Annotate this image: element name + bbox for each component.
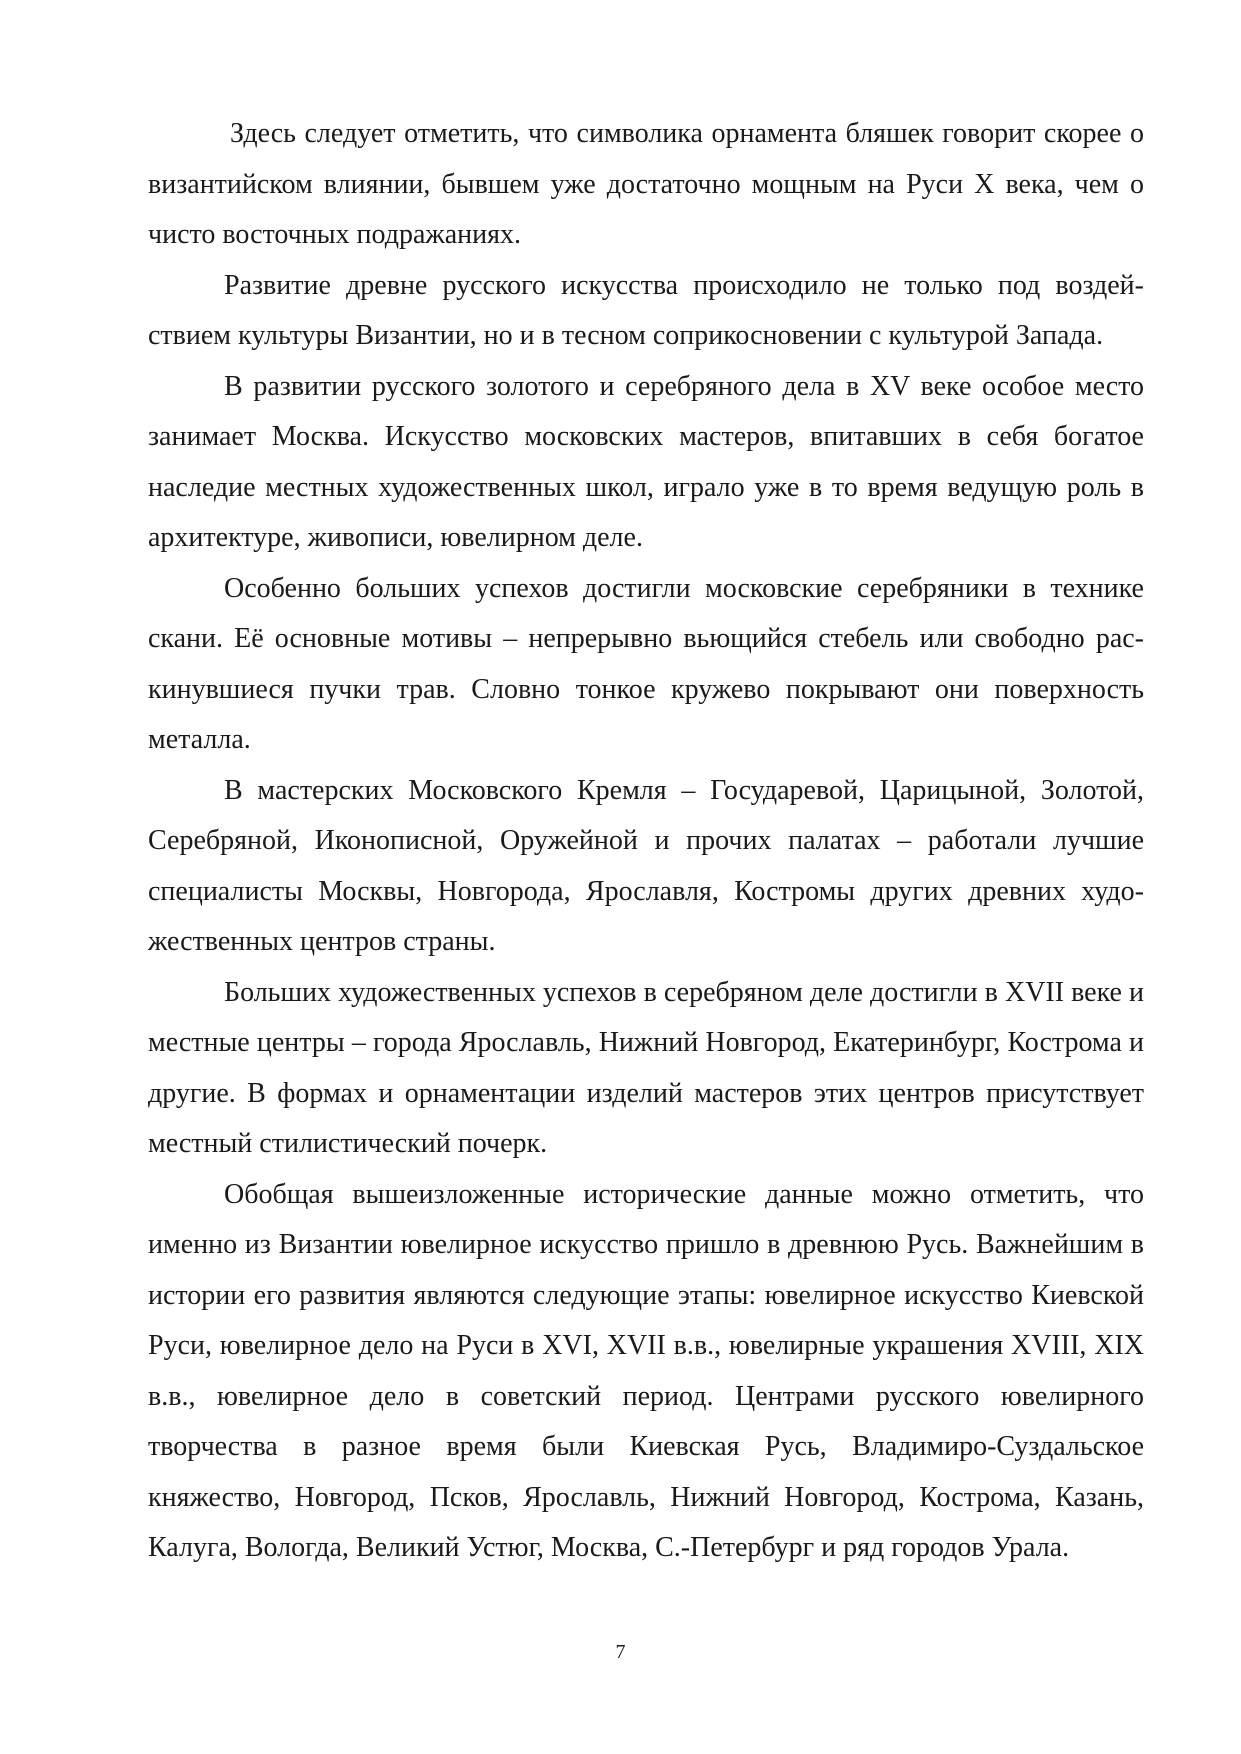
- paragraph-4: Особенно больших успехов достигли московские серебряники в технике скани. Её основные мотивы – непрерывно вьющийся стебель или свободно раскинувшиеся пучки трав. Словно тонкое кружево покрывают они поверхность металла.: [148, 572, 1144, 755]
- paragraph-1: Здесь следует отметить, что символика орнамента бляшек говорит скорее о византийском влиянии, бывшем уже достаточно мощным на Руси X века, чем о чисто восточных подражаниях.: [148, 118, 1144, 250]
- page-number: 7: [615, 1641, 626, 1663]
- paragraph-2: Развитие древне русского искусства происходило не только под воздействием культуры Византии, но и в тесном соприкосновении с культурой Запада.: [148, 269, 1144, 351]
- paragraph-5: В мастерских Московского Кремля – Государевой, Царицыной, Золотой, Серебряной, Иконописной, Оружейной и прочих палатах – работали лучшие специалисты Москвы, Новгорода, Ярославля, Костромы других древних художественных центров страны.: [148, 774, 1144, 957]
- paragraph-3: В развитии русского золотого и серебряного дела в XV веке особое место занимает Москва. Искусство московских мастеров, впитавших в себя богатое наследие местных художественных школ, играло уже в то время ведущую роль в архитектуре, живописи, ювелирном деле.: [148, 370, 1144, 553]
- paragraph-6: Больших художественных успехов в серебряном деле достигли в XVII веке и местные центры – города Ярославль, Нижний Новгород, Екатеринбург, Кострома и другие. В формах и орнаментации изделий мастеров этих центров присутствует местный стилистический почерк.: [148, 976, 1144, 1159]
- body-text: [148, 109, 1144, 1574]
- paragraph-7: Обобщая вышеизложенные исторические данные можно отметить, что именно из Византии ювелирное искусство пришло в древнюю Русь. Важнейшим в истории его развития являются следующие этапы: ювелирное искусство Киевской Руси, ювелирное дело на Руси в XVI, XVII в.в., ювелирные украшения XVIII, XIX в.в., ювелирное дело в советский период. Центрами русского ювелирного творчества в разное время были Киевская Русь, Владимиро-Суздальское княжество, Новгород, Псков, Ярославль, Нижний Новгород, Кострома, Казань, Калуга, Вологда, Великий Устюг, Москва, С.-Петербург и ряд городов Урала.: [148, 1178, 1144, 1563]
